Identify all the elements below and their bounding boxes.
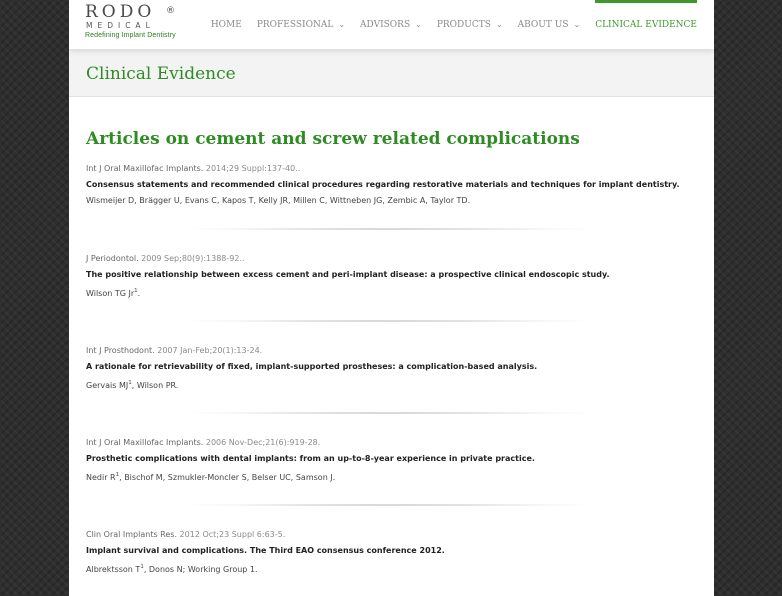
affiliation-sup: 1 [140, 564, 144, 570]
journal-citation: 2007 Jan-Feb;20(1):13-24. [154, 346, 263, 355]
site-header [69, 0, 714, 49]
nav-advisors[interactable] [360, 0, 422, 49]
authors-text[interactable]: Wilson TG Jr [86, 289, 135, 298]
journal-name[interactable]: J Periodontol. [86, 254, 139, 263]
authors-rest: , Donos N; Working Group 1. [143, 565, 258, 574]
authors-rest: . [137, 289, 141, 298]
article-journal [86, 437, 686, 449]
article-authors [86, 561, 686, 576]
article-item [86, 437, 686, 484]
chevron-down-icon: ⌄ [573, 20, 581, 29]
article-title[interactable]: Implant survival and complications. The Third EAO consensus conference 2012. [86, 546, 445, 555]
nav-label: CLINICAL EVIDENCE [595, 20, 697, 30]
article-item [86, 529, 686, 576]
page-title-band [69, 49, 714, 97]
nav-label: HOME [210, 20, 242, 30]
logo-tagline: Redefining Implant Dentistry [85, 32, 176, 39]
logo-registered-mark: ® [166, 6, 175, 16]
article-journal [86, 163, 686, 175]
logo-word [85, 4, 195, 21]
article-title[interactable]: A rationale for retrievability of fixed, implant-supported prostheses: a complication-based analysis. [86, 362, 538, 371]
journal-name[interactable]: Int J Oral Maxillofac Implants. [86, 438, 204, 447]
article-authors [86, 195, 686, 207]
chevron-down-icon: ⌄ [415, 20, 422, 29]
article-item [86, 345, 686, 392]
chevron-down-icon: ⌄ [495, 20, 503, 29]
logo-wordmark: RODO [85, 2, 156, 22]
article-item [86, 253, 686, 300]
divider [189, 504, 589, 506]
divider [189, 228, 589, 230]
divider [189, 320, 589, 322]
article-journal [86, 345, 686, 357]
nav-products[interactable] [437, 0, 503, 49]
journal-name[interactable]: Clin Oral Implants Res. [86, 530, 178, 539]
article-journal [86, 253, 686, 265]
authors-text: Wismeijer D, Brägger U, Evans C, Kapos T, Kelly JR, Millen C, Wittneben JG, Zembic A, Taylor TD. [86, 196, 471, 205]
page-title: Clinical Evidence [86, 64, 236, 84]
nav-label: ADVISORS [360, 20, 411, 30]
main-nav [196, 0, 697, 49]
nav-about-us[interactable] [518, 0, 581, 49]
article-authors [86, 285, 686, 300]
authors-rest: , Wilson PR. [131, 381, 179, 390]
article-authors [86, 469, 686, 484]
article-title[interactable]: Consensus statements and recommended clinical procedures regarding restorative materials and techniques for implant dentistry. [86, 180, 680, 189]
page [69, 0, 714, 596]
nav-clinical-evidence[interactable] [595, 0, 697, 49]
affiliation-sup: 1 [115, 472, 120, 478]
article-title[interactable]: The positive relationship between excess cement and peri-implant disease: a prospective clinical endoscopic study. [86, 270, 610, 279]
affiliation-sup: 1 [134, 288, 138, 294]
nav-professional[interactable] [257, 0, 345, 49]
divider [189, 412, 589, 414]
article-authors [86, 377, 686, 392]
journal-citation: 2006 Nov-Dec;21(6):919-28. [203, 438, 321, 447]
nav-label: PROFESSIONAL [256, 20, 334, 30]
journal-citation: 2009 Sep;80(9):1388-92.. [138, 254, 245, 263]
authors-text[interactable]: Albrektsson T [86, 565, 141, 574]
article-item [86, 163, 686, 207]
journal-name[interactable]: Int J Oral Maxillofac Implants. [86, 164, 204, 173]
authors-rest: , Bischof M, Szmukler-Moncler S, Belser UC, Samson J. [119, 473, 336, 482]
authors-text[interactable]: Nedir R [86, 473, 116, 482]
logo-subtitle: MEDICAL [86, 21, 155, 30]
article-title[interactable]: Prosthetic complications with dental implants: from an up-to-8-year experience in private practice. [86, 454, 535, 463]
article-journal [86, 529, 686, 541]
nav-label: ABOUT US [517, 20, 569, 30]
affiliation-sup: 1 [128, 380, 132, 386]
section-title: Articles on cement and screw related complications [86, 129, 580, 149]
journal-name[interactable]: Int J Prosthodont. [86, 346, 155, 355]
nav-home[interactable] [211, 0, 242, 49]
nav-label: PRODUCTS [436, 20, 491, 30]
journal-citation: 2014;29 Suppl:137-40.. [203, 164, 301, 173]
journal-citation: 2012 Oct;23 Suppl 6:63-5. [177, 530, 286, 539]
chevron-down-icon: ⌄ [338, 20, 346, 29]
logo[interactable] [85, 4, 195, 41]
authors-text[interactable]: Gervais MJ [86, 381, 129, 390]
